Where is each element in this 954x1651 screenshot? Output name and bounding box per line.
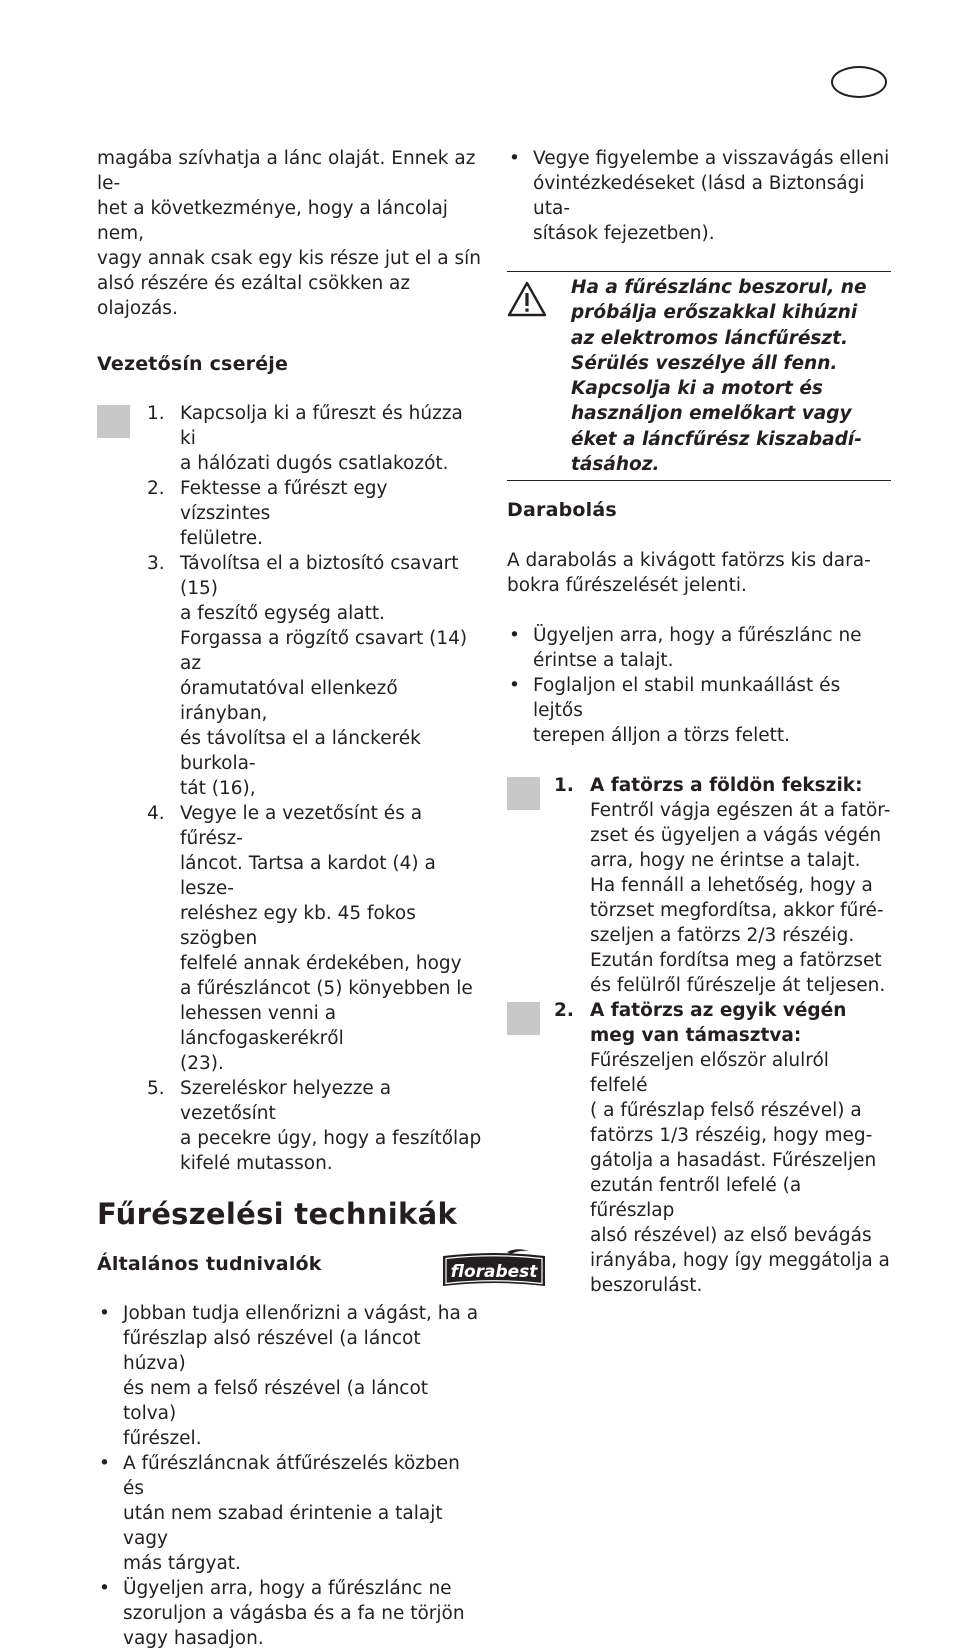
text-line: óramutatóval ellenkező irányban,: [180, 678, 398, 724]
section-heading-bucking: Darabolás: [507, 499, 617, 522]
text-line: a feszítő egység alatt.: [180, 603, 385, 624]
text-line: terepen álljon a törzs felett.: [533, 725, 791, 747]
text-line: arra, hogy ne érintse a talajt.: [590, 850, 861, 872]
text-line: beszorulást.: [590, 1275, 703, 1297]
text-line: Ha a fűrészlánc beszorul, ne: [571, 277, 867, 298]
bucking-bullets: [507, 623, 891, 748]
text-line: Sérülés veszélye áll fenn.: [571, 352, 838, 374]
text-line: • Vegye figyelembe a visszavágás elleni: [533, 148, 890, 169]
text-line: Kapcsolja ki a fűreszt és húzza ki: [180, 403, 463, 449]
text-line: más tárgyat.: [123, 1553, 241, 1574]
list-item: [0, 401, 482, 476]
list-item: [507, 773, 891, 998]
list-item: [507, 998, 891, 1298]
list-item: [97, 1576, 482, 1651]
list-item: [97, 1451, 482, 1576]
step-marker: [507, 777, 540, 810]
step-marker: [507, 1002, 540, 1035]
text-line: és felülről fűrészelje át teljesen.: [590, 975, 886, 997]
text-line: • Ügyeljen arra, hogy a fűrészlánc ne: [533, 625, 862, 647]
text-line: het a következménye, hogy a láncolaj nem,: [97, 198, 448, 244]
text-line: Távolítsa el a biztosító csavart (15): [180, 553, 459, 599]
text-line: alsó részével) az első bevágás: [590, 1225, 872, 1247]
text-line: Fűrészeljen először alulról felfelé: [590, 1050, 829, 1097]
text-line: ( a fűrészlap felső részével) a: [590, 1100, 862, 1122]
bucking-steps: [507, 773, 891, 1298]
text-line: Fentről vágja egészen át a fatör-: [590, 800, 891, 822]
text-line: érintse a talajt.: [533, 650, 674, 672]
text-line: (23).: [180, 1053, 224, 1074]
step-number: 1.: [147, 403, 165, 424]
text-line: kifelé mutasson.: [180, 1153, 333, 1174]
logo-text: florabest: [450, 1262, 538, 1282]
text-line: • A fűrészláncnak átfűrészelés közben és: [123, 1453, 460, 1499]
right-column: [507, 146, 891, 1298]
step-number: 2.: [554, 1000, 574, 1022]
step-number: 5.: [147, 1078, 165, 1099]
text-line: gátolja a hasadást. Fűrészeljen: [590, 1150, 877, 1172]
step-heading: A fatörzs az egyik végén: [590, 1000, 847, 1022]
text-line: • Foglaljon el stabil munkaállást és lejtős: [533, 675, 841, 722]
step-heading: A fatörzs a földön fekszik:: [590, 775, 863, 797]
list-item: [0, 476, 482, 551]
bucking-intro: [507, 548, 891, 598]
text-line: fatörzs 1/3 részéig, hogy meg-: [590, 1125, 873, 1147]
florabest-logo: [437, 1248, 551, 1290]
text-line: használjon emelőkart vagy: [571, 403, 852, 425]
text-line: magába szívhatja a lánc olaját. Ennek az le-: [97, 148, 476, 194]
text-line: Kapcsolja ki a motort és: [571, 378, 823, 400]
replace-steps-list: [0, 401, 482, 1176]
text-line: és távolítsa el a lánckerék burkola-: [180, 728, 421, 774]
text-line: felfelé annak érdekében, hogy: [180, 953, 462, 974]
text-line: Ezután fordítsa meg a fatörzset: [590, 950, 882, 972]
step-heading: meg van támasztva:: [590, 1025, 802, 1047]
text-line: Ha fennáll a lehetőség, hogy a: [590, 875, 873, 897]
language-badge: [831, 66, 887, 98]
text-line: ezután fentről lefelé (a fűrészlap: [590, 1175, 802, 1222]
text-line: zset és ügyeljen a vágás végén: [590, 825, 882, 847]
text-line: óvintézkedéseket (lásd a Biztonsági uta-: [533, 173, 865, 219]
step-number: 1.: [554, 775, 574, 797]
section-heading-guide-bar: Vezetősín cseréje: [97, 353, 289, 375]
text-line: Forgassa a rögzítő csavart (14) az: [180, 628, 468, 674]
text-line: vagy annak csak egy kis része jut el a sín: [97, 248, 481, 269]
text-line: bokra fűrészelését jelenti.: [507, 575, 747, 597]
intro-paragraph: [97, 146, 482, 321]
text-line: irányába, hogy így meggátolja a: [590, 1250, 890, 1272]
text-line: és nem a felső részével (a láncot tolva): [123, 1378, 429, 1424]
text-line: a pecekre úgy, hogy a feszítőlap: [180, 1128, 482, 1149]
list-item: [507, 623, 891, 673]
text-line: tát (16),: [180, 778, 256, 799]
left-column: [97, 146, 482, 1651]
text-line: fűrészlap alsó részével (a láncot húzva): [123, 1328, 421, 1374]
text-line: tásához.: [571, 454, 660, 476]
text-line: vagy hasadjon.: [123, 1628, 264, 1649]
text-line: • Ügyeljen arra, hogy a fűrészlánc ne: [123, 1578, 452, 1599]
text-line: felületre.: [180, 528, 263, 549]
text-line: • Jobban tudja ellenőrizni a vágást, ha a: [123, 1303, 479, 1324]
text-line: láncot. Tartsa a kardot (4) a lesze-: [180, 853, 436, 899]
step-number: 2.: [147, 478, 165, 499]
list-item: [507, 673, 891, 748]
warning-box: [507, 271, 891, 481]
list-item: [0, 1076, 482, 1176]
text-line: után nem szabad érintenie a talajt vagy: [123, 1503, 443, 1549]
list-item: [97, 1301, 482, 1451]
text-line: lehessen venni a láncfogaskerékről: [180, 1003, 344, 1049]
text-line: a hálózati dugós csatlakozót.: [180, 453, 449, 474]
text-line: Vegye le a vezetősínt és a fűrész-: [180, 803, 423, 849]
text-line: alsó részére és ezáltal csökken az olajozás.: [97, 273, 411, 319]
text-line: Fektesse a fűrészt egy vízszintes: [180, 478, 388, 524]
text-line: Szereléskor helyezze a vezetősínt: [180, 1078, 392, 1124]
warning-text: [571, 275, 891, 477]
list-item: [0, 551, 482, 801]
text-line: reléshez egy kb. 45 fokos szögben: [180, 903, 416, 949]
text-line: éket a láncfűrész kiszabadí-: [571, 428, 862, 450]
section-heading-general: Általános tudnivalók: [97, 1253, 322, 1275]
list-item: [0, 801, 482, 1076]
text-line: próbálja erőszakkal kihúzni: [571, 302, 858, 324]
text-line: a fűrészláncot (5) könyebben le: [180, 978, 473, 999]
page-title: Fűrészelési technikák: [97, 1197, 458, 1231]
step-number: 3.: [147, 553, 165, 574]
text-line: szoruljon a vágásba és a fa ne törjön: [123, 1603, 465, 1624]
text-line: törzset megfordítsa, akkor fűré-: [590, 900, 884, 922]
text-line: fűrészel.: [123, 1428, 202, 1449]
text-line: A darabolás a kivágott fatörzs kis dara-: [507, 550, 871, 572]
warning-icon: [507, 280, 547, 318]
text-line: szeljen a fatörzs 2/3 részéig.: [590, 925, 855, 947]
text-line: sítások fejezetben).: [533, 223, 715, 244]
text-line: az elektromos láncfűrészt.: [571, 327, 849, 349]
list-item: [507, 146, 891, 246]
step-number: 4.: [147, 803, 165, 824]
